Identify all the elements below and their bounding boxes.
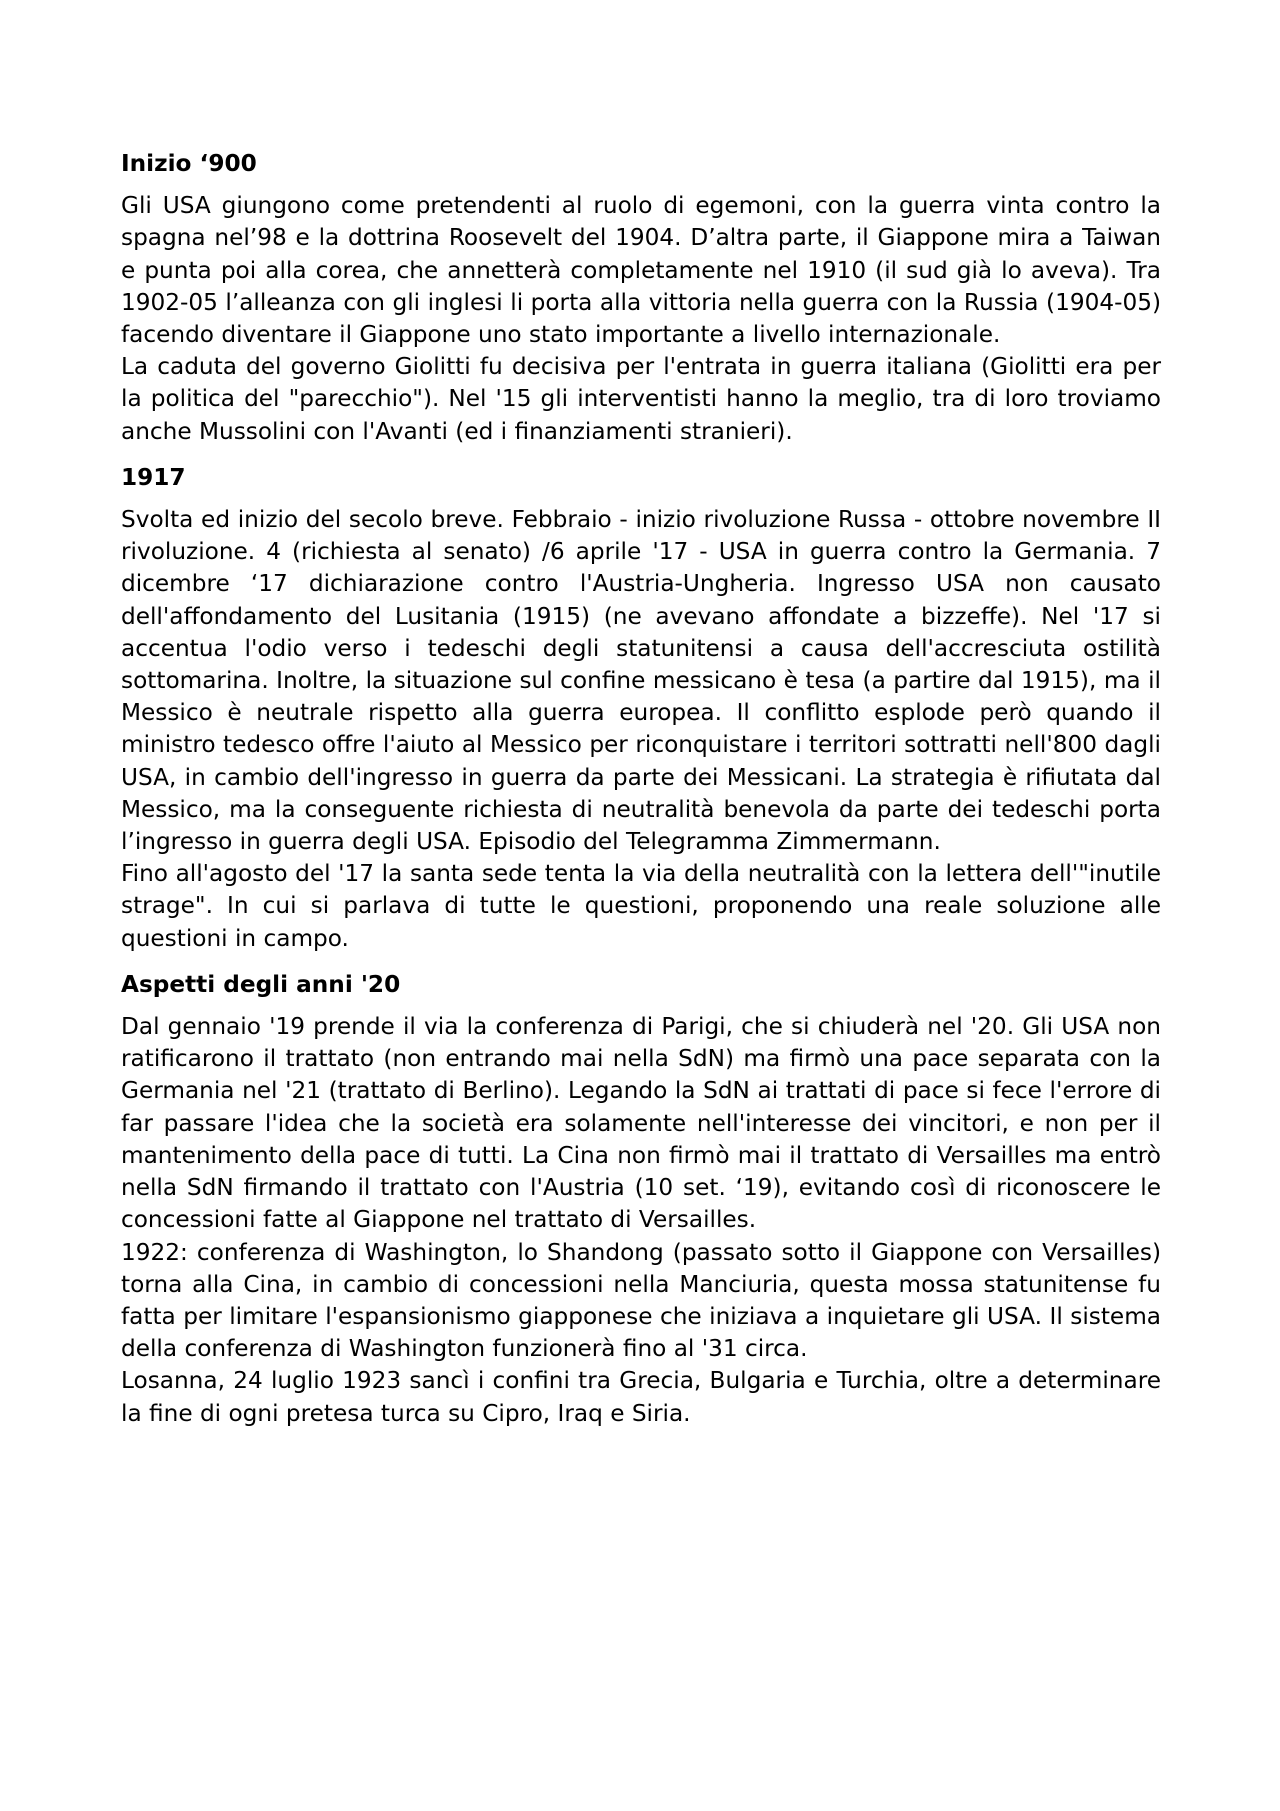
section-heading: Inizio ‘900 [121, 150, 257, 177]
section-inizio-900 [121, 148, 1161, 448]
section-heading: Aspetti degli anni '20 [121, 970, 401, 998]
section-1917 [121, 462, 1161, 955]
section-anni-20 [121, 969, 1161, 1430]
paragraph: 1922: conferenza di Washington, lo Shandong (passato sotto il Giappone con Versailles) torna alla Cina, in cambio di concessioni nella Manciuria, questa mossa statunitense fu fatta per limitare l'espansionismo giapponese che iniziava a inquietare gli USA. Il sistema della conferenza di Washington funzionerà fino al '31 circa. [121, 1238, 1161, 1363]
paragraph: Svolta ed inizio del secolo breve. Febbraio - inizio rivoluzione Russa - ottobre novembre II rivoluzione. 4 (richiesta al senato) /6 aprile '17 - USA in guerra contro la Germania. 7 dicembre ‘17 dichiarazione contro l'Austria-Ungheria. Ingresso USA non causato dell'affondamento del Lusitania (1915) (ne avevano affondate a bizzeffe). Nel '17 si accentua l'odio verso i tedeschi degli statunitensi a causa dell'accresciuta ostilità sottomarina. Inoltre, la situazione sul confine messicano è tesa (a partire dal 1915), ma il Messico è neutrale rispetto alla guerra europea. Il conflitto esplode però quando il ministro tedesco offre l'aiuto al Messico per riconquistare i territori sottratti nell'800 dagli USA, in cambio dell'ingresso in guerra da parte dei Messicani. La strategia è rifiutata dal Messico, ma la conseguente richiesta di neutralità benevola da parte dei tedeschi porta l’ingresso in guerra degli USA. Episodio del Telegramma Zimmermann. [121, 506, 1161, 856]
paragraph: Gli USA giungono come pretendenti al ruolo di egemoni, con la guerra vinta contro la spagna nel’98 e la dottrina Roosevelt del 1904. D’altra parte, il Giappone mira a Taiwan e punta poi alla corea, che annetterà completamente nel 1910 (il sud già lo aveva). Tra 1902-05 l’alleanza con gli inglesi li porta alla vittoria nella guerra con la Russia (1904-05) facendo diventare il Giappone uno stato importante a livello internazionale. [121, 192, 1161, 349]
section-heading: 1917 [121, 463, 186, 491]
paragraph: La caduta del governo Giolitti fu decisiva per l'entrata in guerra italiana (Giolitti era per la politica del "parecchio"). Nel '15 gli interventisti hanno la meglio, tra di loro troviamo anche Mussolini con l'Avanti (ed i finanziamenti stranieri). [121, 353, 1161, 445]
document-page [121, 148, 1161, 1444]
paragraph: Dal gennaio '19 prende il via la conferenza di Parigi, che si chiuderà nel '20. Gli USA non ratificarono il trattato (non entrando mai nella SdN) ma firmò una pace separata con la Germania nel '21 (trattato di Berlino). Legando la SdN ai trattati di pace si fece l'errore di far passare l'idea che la società era solamente nell'interesse dei vincitori, e non per il mantenimento della pace di tutti. La Cina non firmò mai il trattato di Versailles ma entrò nella SdN firmando il trattato con l'Austria (10 set. ‘19), evitando così di riconoscere le concessioni fatte al Giappone nel trattato di Versailles. [121, 1013, 1161, 1234]
paragraph: Losanna, 24 luglio 1923 sancì i confini tra Grecia, Bulgaria e Turchia, oltre a determinare la fine di ogni pretesa turca su Cipro, Iraq e Siria. [121, 1367, 1161, 1427]
paragraph: Fino all'agosto del '17 la santa sede tenta la via della neutralità con la lettera dell'"inutile strage". In cui si parlava di tutte le questioni, proponendo una reale soluzione alle questioni in campo. [121, 860, 1161, 952]
